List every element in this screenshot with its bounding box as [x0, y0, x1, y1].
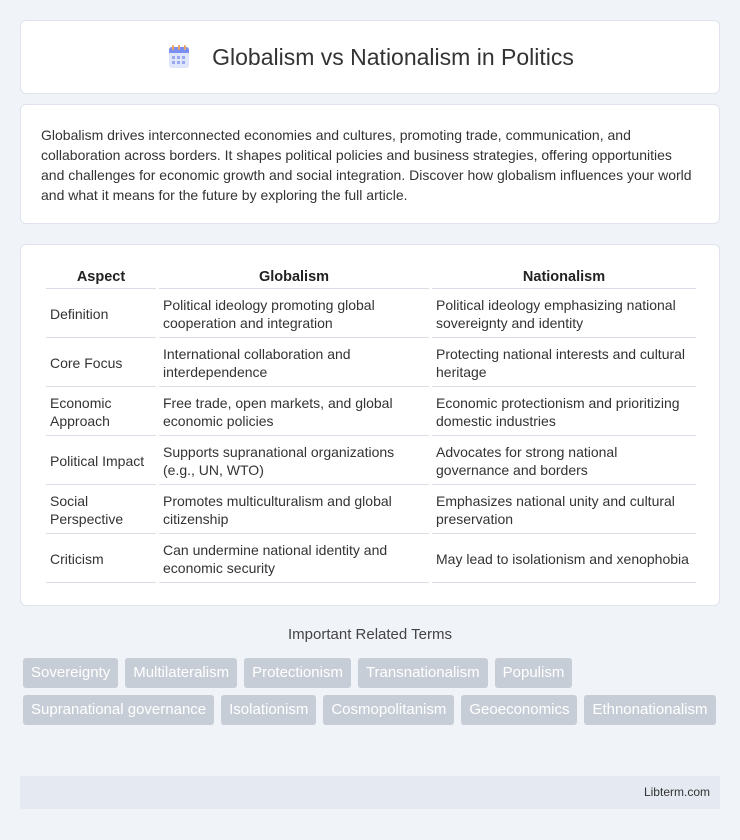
row-globalism: Can undermine national identity and economic security [159, 536, 429, 583]
header-globalism: Globalism [159, 267, 429, 289]
related-terms-tags [23, 658, 723, 732]
tag-populism[interactable]: Populism [495, 658, 573, 688]
footer-site-link[interactable]: Libterm.com [643, 785, 710, 799]
tag-ethnonationalism[interactable]: Ethnonationalism [584, 695, 715, 725]
title-wrap [166, 44, 574, 71]
document-list-icon [166, 44, 192, 70]
row-globalism: International collaboration and interdependence [159, 340, 429, 387]
intro-text: Globalism drives interconnected economies and cultures, promoting trade, communication, and collaboration across borders. It shapes political policies and business strategies, offering opportunities and challenges for economic growth and social integration. Discover how globalism influences your world and what it means for the future by exploring the full article. [41, 127, 692, 203]
table-row [46, 438, 696, 485]
comparison-table [43, 265, 699, 585]
row-globalism: Supports supranational organizations (e.g., UN, WTO) [159, 438, 429, 485]
row-nationalism: Advocates for strong national governance and borders [432, 438, 696, 485]
comparison-table-card [20, 244, 720, 606]
row-aspect: Social Perspective [46, 487, 156, 534]
table-header-row [46, 267, 696, 289]
row-aspect: Core Focus [46, 340, 156, 387]
tag-protectionism[interactable]: Protectionism [244, 658, 351, 688]
row-nationalism: May lead to isolationism and xenophobia [432, 536, 696, 583]
table-row [46, 487, 696, 534]
table-row [46, 536, 696, 583]
table-row [46, 291, 696, 338]
row-nationalism: Protecting national interests and cultural heritage [432, 340, 696, 387]
intro-card [20, 104, 720, 224]
tag-multilateralism[interactable]: Multilateralism [125, 658, 237, 688]
page-title: Globalism vs Nationalism in Politics [212, 43, 574, 70]
related-terms-title: Important Related Terms [288, 626, 452, 643]
row-aspect: Definition [46, 291, 156, 338]
footer [20, 776, 720, 809]
tag-supranational-governance[interactable]: Supranational governance [23, 695, 214, 725]
row-globalism: Free trade, open markets, and global economic policies [159, 389, 429, 436]
tag-geoeconomics[interactable]: Geoeconomics [461, 695, 577, 725]
row-nationalism: Economic protectionism and prioritizing domestic industries [432, 389, 696, 436]
header-card [20, 20, 720, 94]
row-nationalism: Emphasizes national unity and cultural preservation [432, 487, 696, 534]
tag-sovereignty[interactable]: Sovereignty [23, 658, 118, 688]
tag-isolationism[interactable]: Isolationism [221, 695, 316, 725]
row-nationalism: Political ideology emphasizing national sovereignty and identity [432, 291, 696, 338]
header-aspect: Aspect [46, 267, 156, 289]
row-aspect: Criticism [46, 536, 156, 583]
table-row [46, 389, 696, 436]
row-globalism: Political ideology promoting global cooperation and integration [159, 291, 429, 338]
row-aspect: Economic Approach [46, 389, 156, 436]
tag-cosmopolitanism[interactable]: Cosmopolitanism [323, 695, 454, 725]
tag-transnationalism[interactable]: Transnationalism [358, 658, 488, 688]
header-nationalism: Nationalism [432, 267, 696, 289]
row-globalism: Promotes multiculturalism and global citizenship [159, 487, 429, 534]
row-aspect: Political Impact [46, 438, 156, 485]
table-row [46, 340, 696, 387]
